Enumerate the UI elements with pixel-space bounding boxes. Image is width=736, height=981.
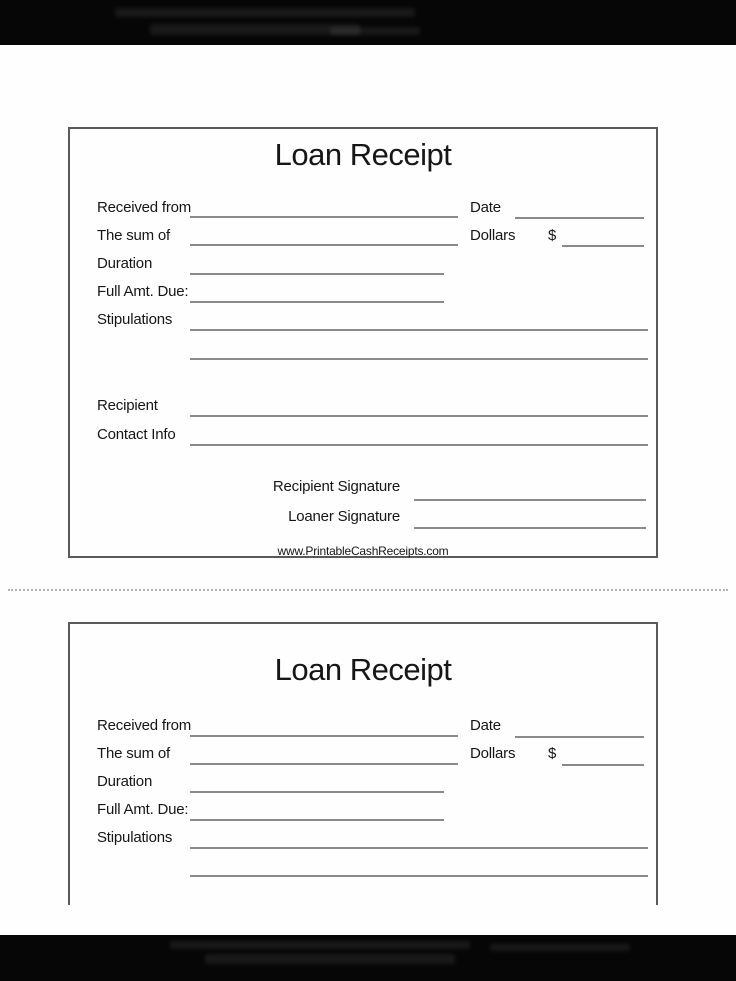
dollars-label: Dollars — [470, 227, 516, 244]
full-amt-due-label: Full Amt. Due: — [97, 283, 189, 300]
sum-of-fill-line — [190, 244, 458, 246]
stipulations-fill-line-3 — [190, 847, 648, 849]
duration-fill-line — [190, 273, 444, 275]
full-amt-due-label-2: Full Amt. Due: — [97, 801, 189, 818]
ghost-text-smudge — [150, 24, 360, 35]
received-from-fill-line — [190, 216, 458, 218]
stipulations-label-2: Stipulations — [97, 829, 173, 846]
ghost-text-smudge — [205, 954, 455, 964]
top-scan-artifact-bar — [0, 0, 736, 45]
stipulations-fill-line-2 — [190, 358, 648, 360]
receipt-title: Loan Receipt — [274, 137, 452, 172]
recipient-label: Recipient — [97, 397, 158, 414]
date-label-2: Date — [470, 717, 501, 734]
ghost-text-smudge — [330, 27, 420, 35]
stipulations-label: Stipulations — [97, 311, 173, 328]
received-from-label-2: Received from — [97, 717, 192, 734]
ghost-text-smudge — [490, 944, 630, 951]
received-from-label: Received from — [97, 199, 192, 216]
recipient-signature-label: Recipient Signature — [272, 478, 400, 495]
stipulations-fill-line — [190, 329, 648, 331]
contact-info-fill-line — [190, 444, 648, 446]
dollar-sign-label-2: $ — [548, 745, 557, 762]
loaner-signature-label: Loaner Signature — [288, 508, 400, 525]
duration-fill-line-2 — [190, 791, 444, 793]
recipient-signature-line — [414, 499, 646, 501]
full-amt-due-fill-line-2 — [190, 819, 444, 821]
recipient-fill-line — [190, 415, 648, 417]
dollar-amount-fill-line — [562, 245, 644, 247]
dollar-amount-fill-line-2 — [562, 764, 644, 766]
loaner-signature-line — [414, 527, 646, 529]
dollars-label-2: Dollars — [470, 745, 516, 762]
ghost-text-smudge — [170, 941, 470, 949]
date-fill-line — [515, 217, 644, 219]
stipulations-fill-line-4 — [190, 875, 648, 877]
sum-of-label: The sum of — [97, 227, 171, 244]
duration-label-2: Duration — [97, 773, 153, 790]
date-fill-line-2 — [515, 736, 644, 738]
footer-website-url: www.PrintableCashReceipts.com — [277, 544, 449, 558]
sum-of-fill-line-2 — [190, 763, 458, 765]
contact-info-label: Contact Info — [97, 426, 176, 443]
duration-label: Duration — [97, 255, 153, 272]
receipt-title-2: Loan Receipt — [274, 652, 452, 687]
ghost-text-smudge — [115, 8, 415, 17]
full-amt-due-fill-line — [190, 301, 444, 303]
received-from-fill-line-2 — [190, 735, 458, 737]
dotted-cut-line — [8, 589, 728, 591]
bottom-scan-artifact-bar — [0, 935, 736, 981]
dollar-sign-label: $ — [548, 227, 557, 244]
date-label: Date — [470, 199, 501, 216]
sum-of-label-2: The sum of — [97, 745, 171, 762]
